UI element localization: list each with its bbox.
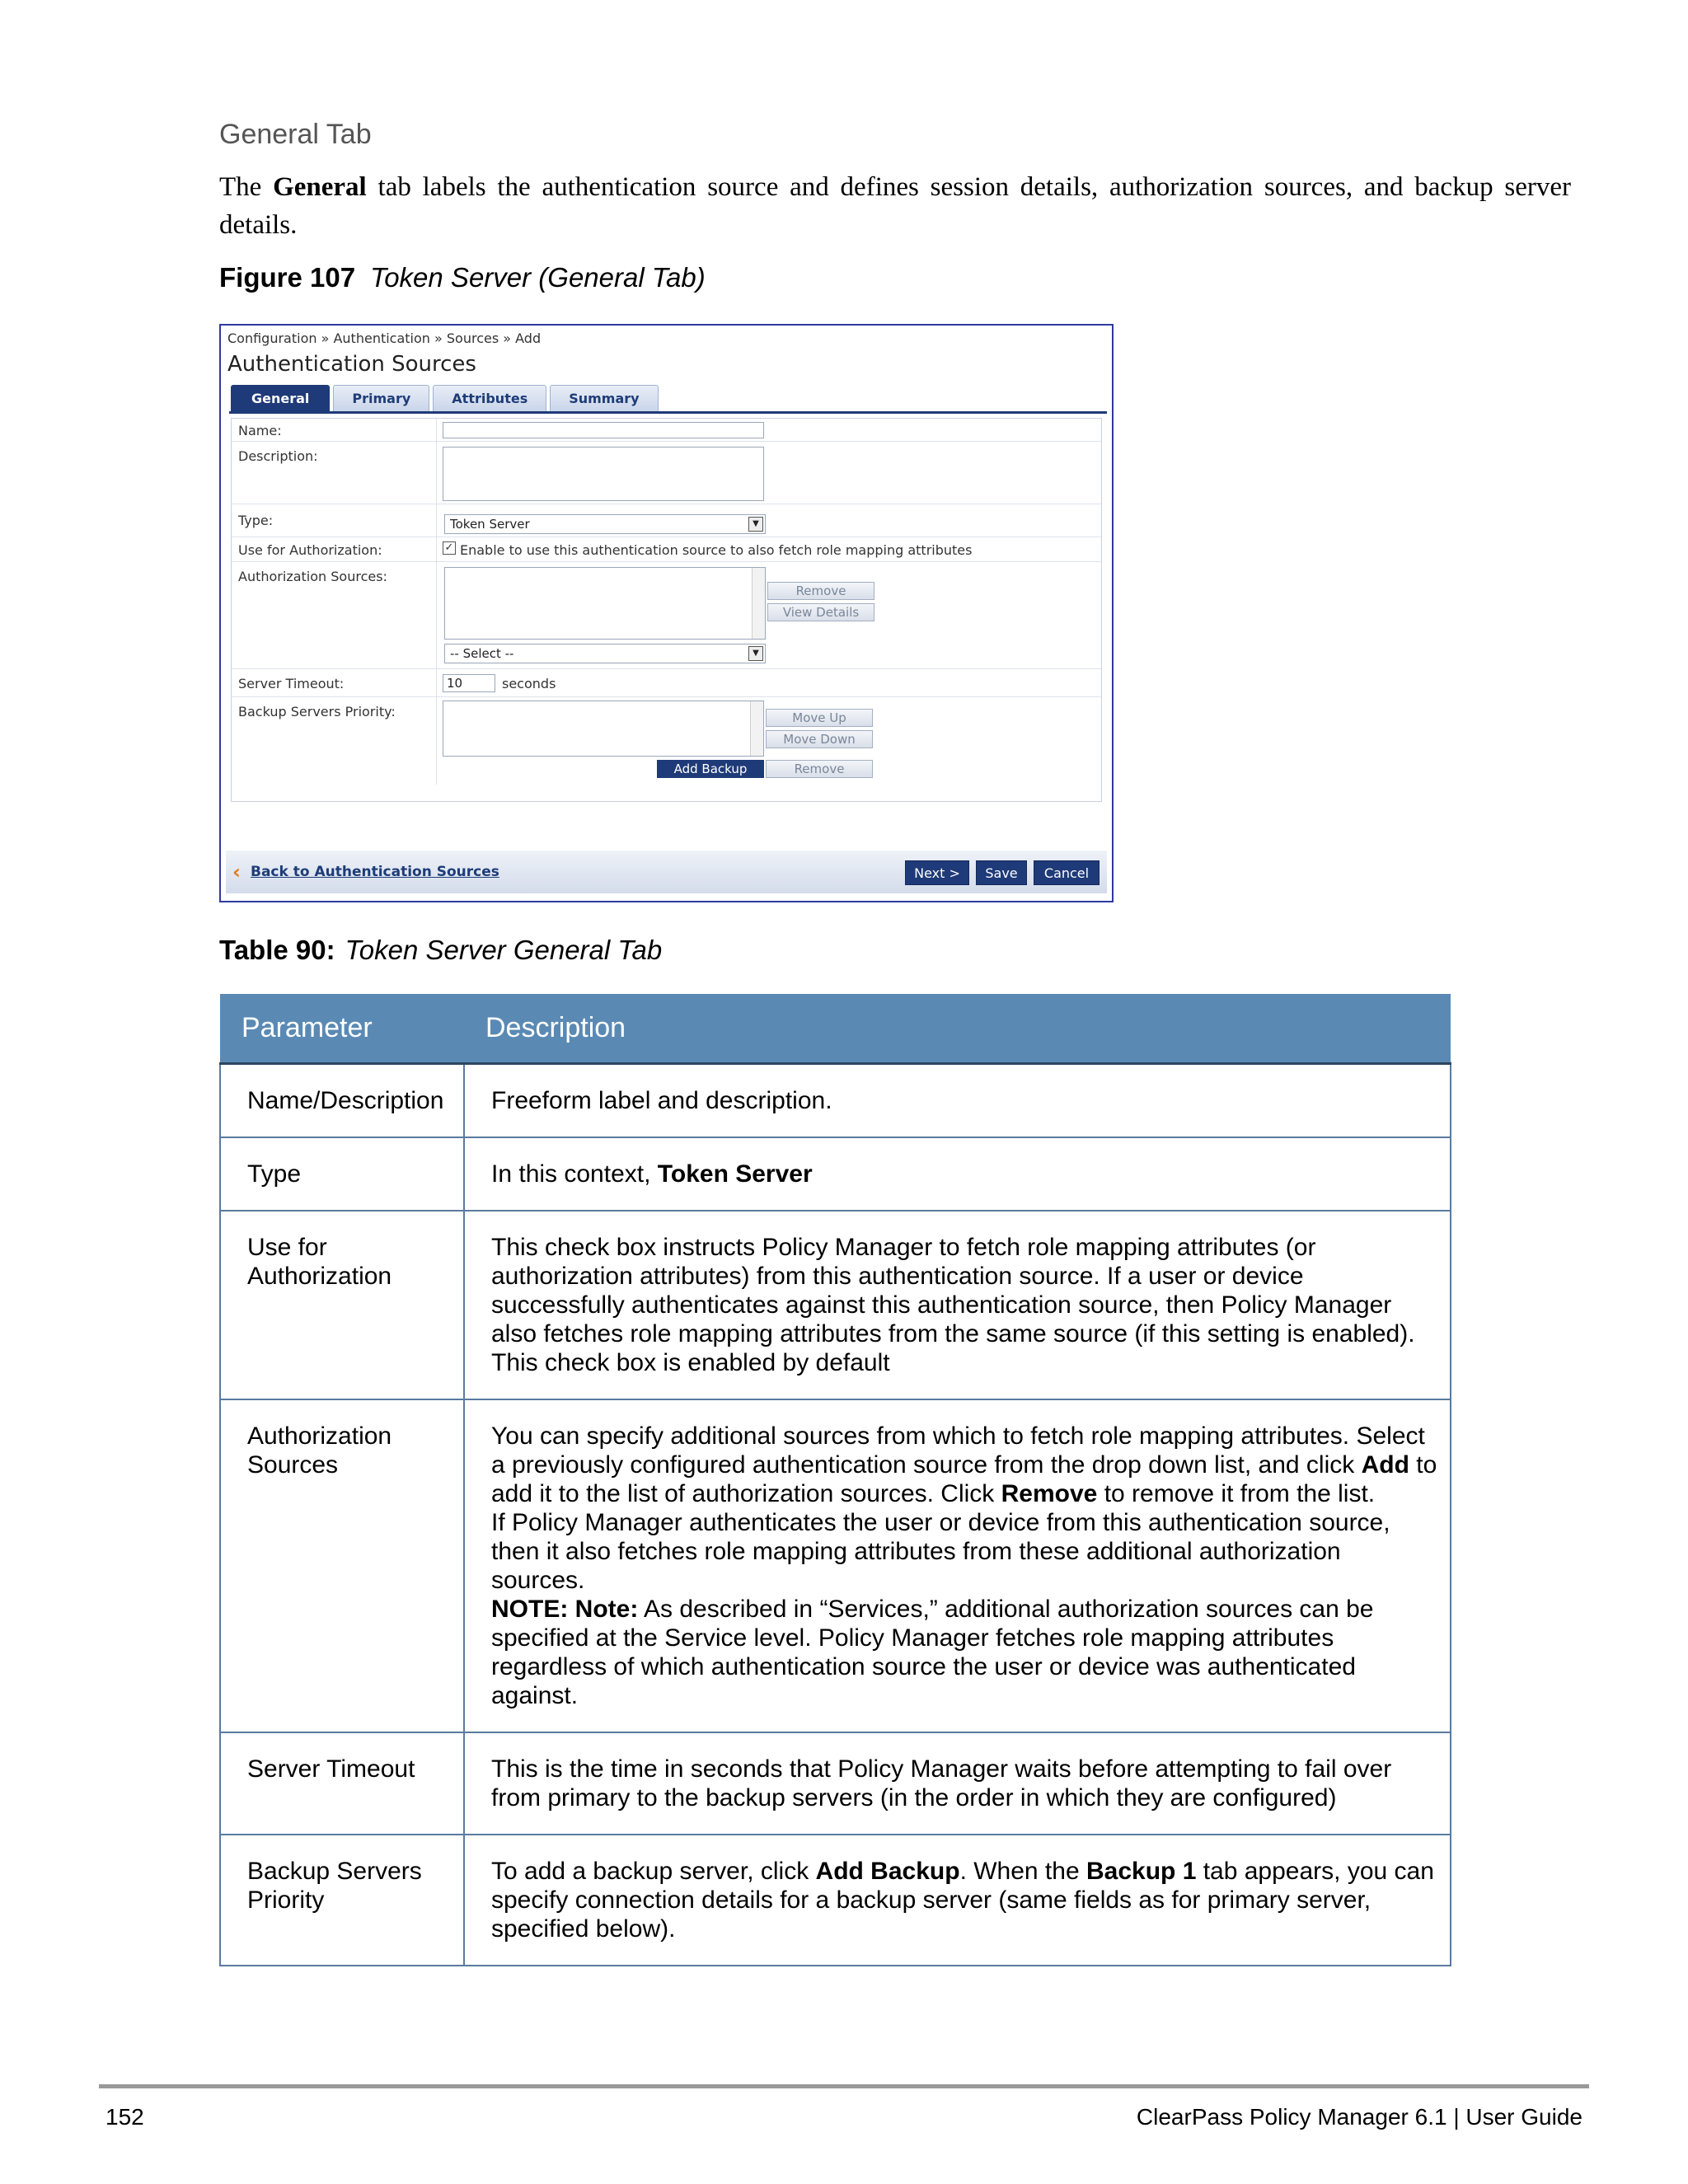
save-button[interactable]: Save: [976, 860, 1027, 885]
scrollbar[interactable]: [750, 701, 763, 756]
chevron-down-icon: ▼: [748, 646, 763, 661]
auth-sources-row: [232, 562, 1101, 669]
backup-priority-row: [232, 697, 1101, 785]
page-number: 152: [106, 2104, 144, 2130]
desc-cell: You can specify additional sources from which to fetch role mapping attributes. Select a previously configured authentication source from the drop down list, and click Add to add it to the list of authorization sources. Click Remove to remove it from the list. If Policy Manager authenticates the user or device from this authentication source, then it also fetches role mapping attributes from these additional authorization sources. NOTE: Note: As described in “Services,” additional authorization sources can be specified at the Service level. Policy Manager fetches role mapping attributes regardless of which authentication source the user or device was authenticated against.: [464, 1399, 1451, 1732]
figure-caption: Figure 107 Token Server (General Tab): [219, 262, 706, 293]
type-label: Type:: [238, 513, 274, 528]
desc-cell: This check box instructs Policy Manager to fetch role mapping attributes (or authorization attributes) from this authentication source. If a user or device successfully authenticates against this authentication source, then Policy Manager also fetches role mapping attributes from the same source (if this setting is enabled). This check box is enabled by default: [464, 1211, 1451, 1399]
server-timeout-label: Server Timeout:: [238, 676, 345, 691]
desc-cell: In this context, Token Server: [464, 1137, 1451, 1211]
param-cell: Name/Description: [220, 1063, 464, 1137]
form-footer: [226, 851, 1107, 893]
scrollbar[interactable]: [752, 568, 765, 639]
table-row: [220, 1835, 1451, 1966]
name-row: [232, 419, 1101, 442]
column-divider: [436, 669, 437, 696]
tab-attributes[interactable]: Attributes: [433, 385, 546, 411]
server-timeout-input[interactable]: 10: [443, 674, 495, 692]
server-timeout-row: [232, 669, 1101, 697]
remove-backup-button[interactable]: Remove: [766, 760, 873, 778]
chevron-down-icon: ▼: [748, 517, 763, 532]
tab-underline: [229, 411, 1107, 414]
column-divider: [436, 537, 437, 561]
backup-priority-label: Backup Servers Priority:: [238, 704, 396, 719]
intro-paragraph: The General tab labels the authentication source and defines session details, authorization sources, and backup server details.: [219, 172, 1571, 240]
screenshot-figure: [219, 324, 1114, 902]
use-for-auth-row: [232, 537, 1101, 562]
next-button[interactable]: Next >: [905, 860, 969, 885]
view-details-button[interactable]: View Details: [767, 603, 874, 621]
back-arrow-icon: ‹: [232, 860, 241, 883]
page-title: Authentication Sources: [227, 352, 476, 377]
auth-sources-list[interactable]: [444, 567, 766, 640]
move-up-button[interactable]: Move Up: [766, 709, 873, 727]
table-row: [220, 1137, 1451, 1211]
auth-sources-label: Authorization Sources:: [238, 569, 387, 584]
param-cell: Backup Servers Priority: [220, 1835, 464, 1966]
breadcrumb: Configuration » Authentication » Sources » Add: [227, 330, 542, 346]
auth-source-select-value: -- Select --: [450, 646, 514, 661]
table-row: [220, 1399, 1451, 1732]
param-cell: Authorization Sources: [220, 1399, 464, 1732]
table-row: [220, 1063, 1451, 1137]
description-row: [232, 442, 1101, 504]
header-parameter: Parameter: [220, 994, 464, 1063]
tab-general[interactable]: General: [231, 385, 330, 411]
use-for-auth-checkbox[interactable]: ✓: [443, 541, 456, 555]
param-cell: Use for Authorization: [220, 1211, 464, 1399]
type-select[interactable]: [444, 514, 766, 534]
doc-title: ClearPass Policy Manager 6.1 | User Guide: [1136, 2104, 1582, 2130]
desc-cell: This is the time in seconds that Policy Manager waits before attempting to fail over from primary to the backup servers (in the order in which they are configured): [464, 1732, 1451, 1835]
param-cell: Type: [220, 1137, 464, 1211]
timeout-unit: seconds: [502, 676, 556, 691]
desc-cell: Freeform label and description.: [464, 1063, 1451, 1137]
section-heading: General Tab: [219, 119, 372, 150]
column-divider: [436, 419, 437, 441]
column-divider: [436, 562, 437, 668]
move-down-button[interactable]: Move Down: [766, 730, 873, 748]
tab-primary[interactable]: Primary: [333, 385, 429, 411]
add-backup-button[interactable]: Add Backup: [657, 760, 764, 778]
tab-summary[interactable]: Summary: [550, 385, 658, 411]
table-header-row: [220, 994, 1451, 1063]
description-label: Description:: [238, 448, 318, 464]
auth-source-select[interactable]: [444, 644, 766, 663]
cancel-button[interactable]: Cancel: [1034, 860, 1100, 885]
remove-auth-source-button[interactable]: Remove: [767, 582, 874, 600]
use-for-auth-text: Enable to use this authentication source to also fetch role mapping attributes: [460, 542, 973, 558]
general-form: [231, 418, 1102, 802]
type-select-value: Token Server: [450, 517, 530, 532]
desc-cell: To add a backup server, click Add Backup. When the Backup 1 tab appears, you can specify connection details for a backup server (same fields as for primary server, specified below).: [464, 1835, 1451, 1966]
use-for-auth-label: Use for Authorization:: [238, 542, 382, 558]
description-textarea[interactable]: [443, 447, 764, 501]
table-row: [220, 1732, 1451, 1835]
tab-bar: [231, 385, 659, 411]
name-input[interactable]: [443, 422, 764, 438]
param-cell: Server Timeout: [220, 1732, 464, 1835]
header-description: Description: [464, 994, 1451, 1063]
type-row: [232, 504, 1101, 537]
back-to-sources-link[interactable]: Back to Authentication Sources: [251, 864, 499, 880]
parameter-table: [219, 994, 1451, 1966]
backup-servers-list[interactable]: [443, 701, 764, 757]
table-caption: Table 90: Token Server General Tab: [219, 935, 663, 965]
column-divider: [436, 442, 437, 504]
column-divider: [436, 504, 437, 537]
name-label: Name:: [238, 423, 282, 438]
column-divider: [436, 697, 437, 785]
footer-rule: [99, 2084, 1589, 2088]
table-row: [220, 1211, 1451, 1399]
